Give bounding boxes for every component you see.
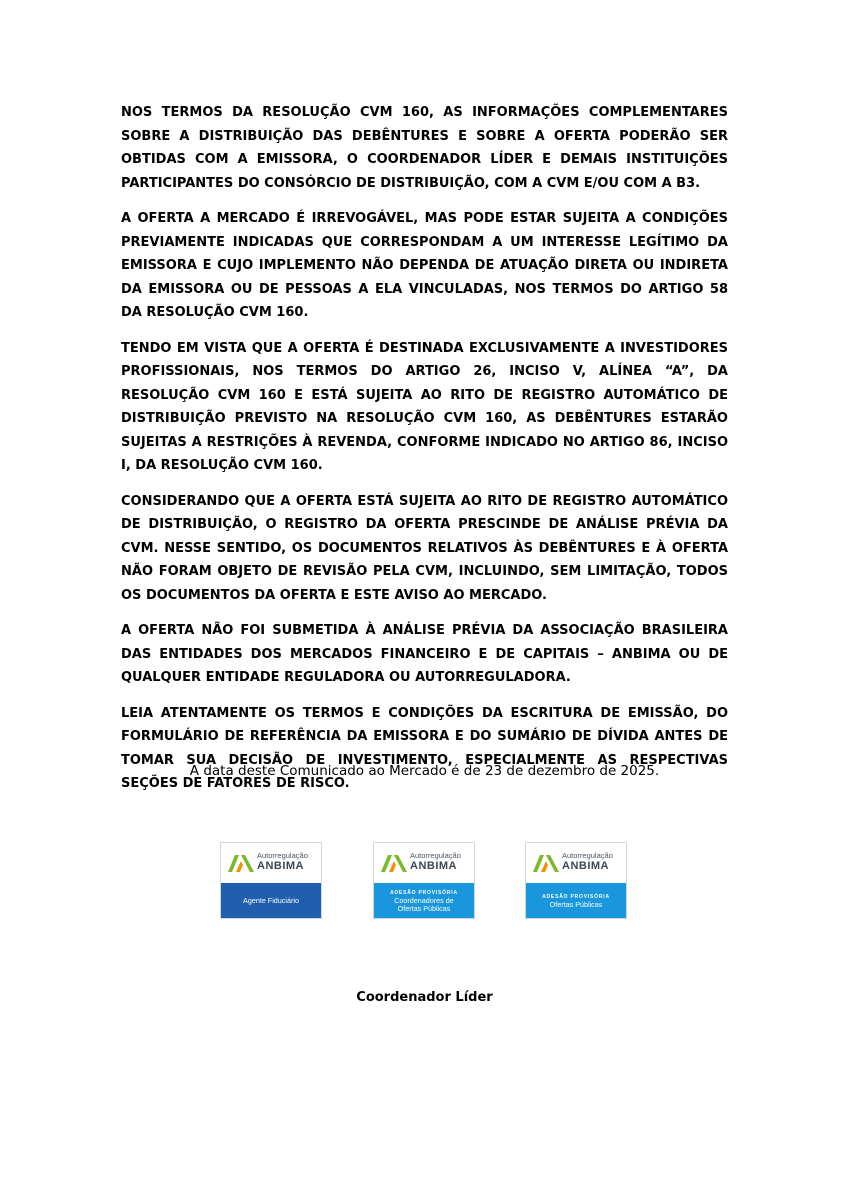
- seal-band: [526, 883, 626, 919]
- seal-band: [221, 883, 321, 919]
- seal-label: Agente Fiduciário: [243, 896, 299, 906]
- anbima-logo-icon: [532, 852, 560, 874]
- disclaimer-paragraph: A OFERTA NÃO FOI SUBMETIDA À ANÁLISE PRÉVIA DA ASSOCIAÇÃO BRASILEIRA DAS ENTIDADES DOS MERCADOS FINANCEIRO E DE CAPITAIS – ANBIMA OU DE QUALQUER ENTIDADE REGULADORA OU AUTORREGULADORA.: [121, 623, 728, 685]
- disclaimer-paragraph: NOS TERMOS DA RESOLUÇÃO CVM 160, AS INFORMAÇÕES COMPLEMENTARES SOBRE A DISTRIBUIÇÃO DAS DEBÊNTURES E SOBRE A OFERTA PODERÃO SER OBTIDAS COM A EMISSORA, O COORDENADOR LÍDER E DEMAIS INSTITUIÇÕES PARTICIPANTES DO CONSÓRCIO DE DISTRIBUIÇÃO, COM A CVM E/OU COM A B3.: [121, 105, 728, 191]
- disclaimer-body: [121, 101, 728, 808]
- seal-label: Ofertas Públicas: [397, 904, 451, 913]
- seal-tag: ADESÃO PROVISÓRIA: [542, 893, 610, 900]
- anbima-seal-coordenadores: [373, 842, 475, 919]
- seal-brand-small: Autorregulação: [562, 851, 613, 860]
- disclaimer-paragraph: LEIA ATENTAMENTE OS TERMOS E CONDIÇÕES DA ESCRITURA DE EMISSÃO, DO FORMULÁRIO DE REFERÊNCIA DA EMISSORA E DO SUMÁRIO DE DÍVIDA ANTES DE TOMAR SUA DECISÃO DE INVESTIMENTO, ESPECIALMENTE AS RESPECTIVAS SEÇÕES DE FATORES DE RISCO.: [121, 705, 728, 791]
- anbima-seal-ofertas-publicas: [525, 842, 627, 919]
- seal-brand-big: ANBIMA: [257, 860, 304, 872]
- disclaimer-paragraph: TENDO EM VISTA QUE A OFERTA É DESTINADA EXCLUSIVAMENTE A INVESTIDORES PROFISSIONAIS, NOS TERMOS DO ARTIGO 26, INCISO V, ALÍNEA “A”, DA RESOLUÇÃO CVM 160 E ESTÁ SUJEITA AO RITO DE REGISTRO AUTOMÁTICO DE DISTRIBUIÇÃO PREVISTO NA RESOLUÇÃO CVM 160, AS DEBÊNTURES ESTARÃO SUJEITAS A RESTRIÇÕES À REVENDA, CONFORME INDICADO NO ARTIGO 86, INCISO I, DA RESOLUÇÃO CVM 160.: [121, 340, 728, 473]
- anbima-logo-icon: [380, 852, 408, 874]
- seal-brand-small: Autorregulação: [410, 851, 461, 860]
- anbima-logo-icon: [227, 852, 255, 874]
- disclaimer-paragraph: CONSIDERANDO QUE A OFERTA ESTÁ SUJEITA AO RITO DE REGISTRO AUTOMÁTICO DE DISTRIBUIÇÃO, O REGISTRO DA OFERTA PRESCINDE DE ANÁLISE PRÉVIA DA CVM. NESSE SENTIDO, OS DOCUMENTOS RELATIVOS ÀS DEBÊNTURES E À OFERTA NÃO FORAM OBJETO DE REVISÃO PELA CVM, INCLUINDO, SEM LIMITAÇÃO, TODOS OS DOCUMENTOS DA OFERTA E ESTE AVISO AO MERCADO.: [121, 493, 728, 603]
- coordenador-lider-label: Coordenador Líder: [356, 990, 493, 1005]
- seal-tag: ADESÃO PROVISÓRIA: [390, 889, 458, 896]
- seal-label: Coordenadores de: [394, 895, 454, 905]
- seal-band: [374, 883, 474, 919]
- seal-brand-small: Autorregulação: [257, 851, 308, 860]
- seal-label: Ofertas Públicas: [549, 899, 603, 909]
- seal-brand-big: ANBIMA: [410, 860, 457, 872]
- date-statement: A data deste Comunicado ao Mercado é de 23 de dezembro de 2025.: [189, 763, 660, 779]
- seal-brand-big: ANBIMA: [562, 860, 609, 872]
- anbima-seal-agente-fiduciario: [220, 842, 322, 919]
- disclaimer-paragraph: A OFERTA A MERCADO É IRREVOGÁVEL, MAS PODE ESTAR SUJEITA A CONDIÇÕES PREVIAMENTE INDICADAS QUE CORRESPONDAM A UM INTERESSE LEGÍTIMO DA EMISSORA E CUJO IMPLEMENTO NÃO DEPENDA DE ATUAÇÃO DIRETA OU INDIRETA DA EMISSORA OU DE PESSOAS A ELA VINCULADAS, NOS TERMOS DO ARTIGO 58 DA RESOLUÇÃO CVM 160.: [121, 211, 728, 320]
